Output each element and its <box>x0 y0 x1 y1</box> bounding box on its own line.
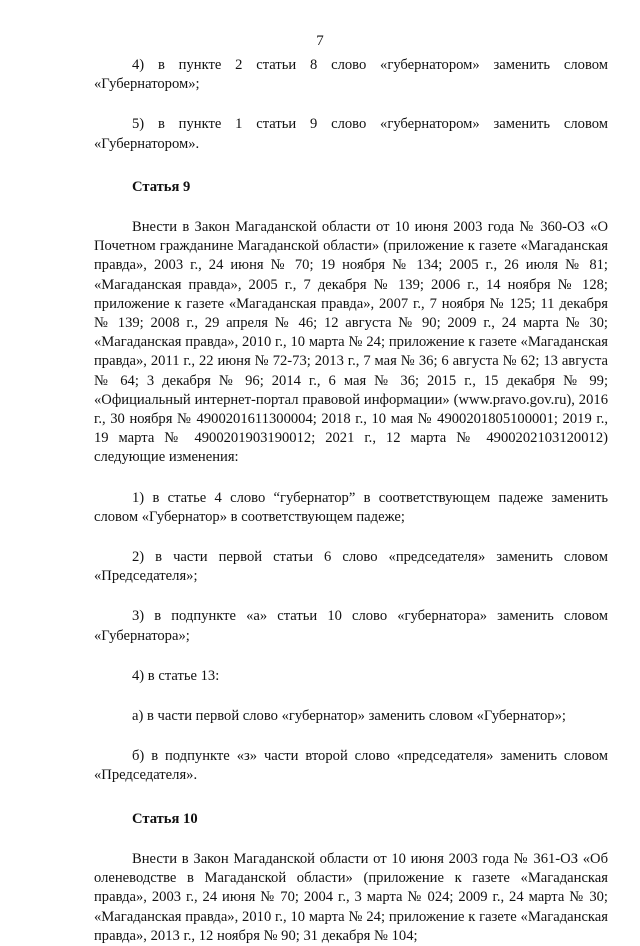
article-9-item-2: 2) в части первой статьи 6 слово «председателя» заменить словом «Председателя»; <box>94 549 608 585</box>
article-9-item-4: 4) в статье 13: <box>132 667 220 684</box>
article-9-item-4b: б) в подпункте «з» части второй слово «председателя» заменить словом «Председателя». <box>94 748 608 784</box>
page-number: 7 <box>316 33 324 49</box>
article-9-heading: Статья 9 <box>132 178 191 195</box>
article-10-intro: Внести в Закон Магаданской области от 10 июня 2003 года № 361-ОЗ «Об оленеводстве в Магаданской области» (приложение к газете «Магаданская правда», 2003 г., 24 июня № 70; 2004 г., 3 марта № 024; 2009 г., 24 марта № 30; «Магаданская правда», 2010 г., 10 марта № 24; приложение к газете «Магаданская правда», 2013 г., 12 ноября № 90; 31 декабря № 104; <box>94 850 608 944</box>
article-9-item-3: 3) в подпункте «а» статьи 10 слово «губернатора» заменить словом «Губернатора»; <box>94 608 608 644</box>
document-body <box>94 56 608 946</box>
article-9-item-4a: а) в части первой слово «губернатор» заменить словом «Губернатор»; <box>132 708 566 725</box>
article-9-item-1: 1) в статье 4 слово “губернатор” в соответствующем падеже заменить словом «Губернатор» в соответствующем падеже; <box>94 489 608 525</box>
article-10-heading: Статья 10 <box>132 810 198 827</box>
item-4: 4) в пункте 2 статьи 8 слово «губернатором» заменить словом «Губернатором»; <box>94 57 608 93</box>
item-5: 5) в пункте 1 статьи 9 слово «губернатором» заменить словом «Губернатором». <box>94 116 608 152</box>
article-9-intro: Внести в Закон Магаданской области от 10 июня 2003 года № 360-ОЗ «О Почетном гражданине Магаданской области» (приложение к газете «Магаданская правда», 2003 г., 24 июня № 70; 19 ноября № 134; 2005 г., 26 июля № 81; «Магаданская правда», 2005 г., 7 декабря № 139; 2006 г., 14 ноября № 128; приложение к газете «Магаданская правда», 2007 г., 7 ноября № 125; 11 декабря № 139; 2008 г., 29 апреля № 46; 12 августа № 90; 2009 г., 24 марта № 30; «Магаданская правда», 2010 г., 10 марта № 24; приложение к газете «Магаданская правда», 2011 г., 22 июня № 72-73; 2013 г., 7 мая № 36; 6 августа № 62; 13 августа № 64; 3 декабря № 96; 2014 г., 6 мая № 36; 2015 г., 15 декабря № 99; «Официальный интернет-портал правовой информации» (www.pravo.gov.ru), 2016 г., 30 ноября № 4900201611300004; 2018 г., 10 мая № 4900201805100001; 2019 г., 19 марта № 4900201903190012; 2021 г., 12 марта № 4900202103120012) следующие изменения: <box>94 219 608 466</box>
